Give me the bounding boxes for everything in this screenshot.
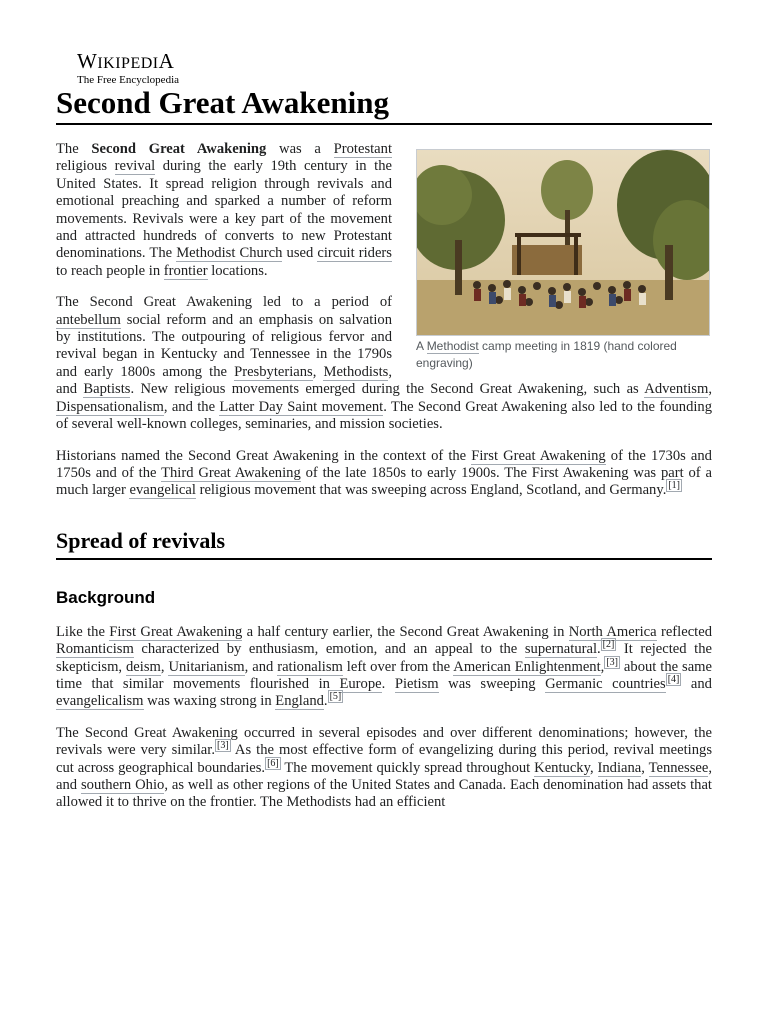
wikipedia-logo[interactable]	[77, 51, 179, 86]
camp-meeting-image[interactable]	[416, 149, 710, 336]
link-dispensationalism[interactable]: Dispensationalism	[56, 398, 164, 415]
link-baptists[interactable]: Baptists	[83, 381, 131, 398]
reference-2[interactable]: [2]	[602, 639, 615, 651]
link-pietism[interactable]: Pietism	[394, 675, 439, 692]
link-deism[interactable]: deism	[126, 658, 161, 675]
paragraph-reform: The Second Great Awakening led to a period of antebellum social reform and an emphasis on salvation by institutions. The outpouring of religious fervor and revival began in Kentucky and Tennessee in the 1790s and early 1800s among the Presbyterians, Methodists, and Baptists. New religious movements emerged during the Second Great Awakening, such as Adventism, Dispensationalism, and the Latter Day Saint movement. The Second Great Awakening also led to the founding of several well-known colleges, seminaries, and mission societies.	[56, 294, 713, 433]
bold-title-term: Second Great Awakening	[91, 141, 267, 157]
logo-tagline: The Free Encyclopedia	[77, 74, 180, 86]
link-presbyterians[interactable]: Presbyterians	[234, 363, 313, 380]
link-frontier[interactable]: frontier	[163, 262, 208, 279]
page-title: Second Great Awakening	[56, 86, 712, 125]
link-methodist-caption[interactable]: Methodist	[426, 339, 479, 353]
reference-4[interactable]: [4]	[667, 674, 680, 686]
link-latter-day-saint-movement[interactable]: Latter Day Saint movement	[219, 398, 384, 415]
link-north-america[interactable]: North America	[568, 623, 657, 640]
link-methodists[interactable]: Methodists	[323, 363, 389, 380]
link-england[interactable]: England	[275, 693, 324, 710]
link-circuit-riders[interactable]: circuit riders	[317, 245, 392, 262]
link-american-enlightenment[interactable]: American Enlightenment	[453, 658, 601, 675]
link-kentucky[interactable]: Kentucky	[534, 759, 590, 776]
link-tennessee[interactable]: Tennessee	[648, 759, 709, 776]
link-protestant[interactable]: Protestant	[333, 141, 393, 157]
link-first-great-awakening-2[interactable]: First Great Awakening	[109, 623, 243, 640]
reference-5[interactable]: [5]	[329, 691, 342, 703]
link-adventism[interactable]: Adventism	[644, 381, 709, 398]
camp-meeting-engraving-icon	[417, 150, 709, 335]
link-antebellum[interactable]: antebellum	[56, 311, 121, 328]
paragraph-background: Like the First Great Awakening a half century earlier, the Second Great Awakening in North America reflected Romanticism characterized by enthusiasm, emotion, and an appeal to the supernatural. [2] It rejected the skepticism, deism, Unitarianism, and rationalism left over from the American Enlightenment, [3] about the same time that similar movements flourished in Europe. Pietism was sweeping Germanic countries [4] and evangelicalism was waxing strong in England. [5]	[56, 623, 713, 710]
link-indiana[interactable]: Indiana	[597, 759, 642, 776]
link-germanic-countries[interactable]: Germanic countries	[545, 675, 666, 692]
link-first-great-awakening[interactable]: First Great Awakening	[471, 447, 606, 464]
link-revival[interactable]: revival	[114, 158, 156, 175]
link-evangelical[interactable]: evangelical	[129, 482, 196, 499]
paragraph-intro: The Second Great Awakening was a Protestant religious revival during the early 19th century in the United States. It spread religion through revivals and emotional preaching and sparked a number of reform movements. Revivals were a key part of the movement and attracted hundreds of converts to new Protestant denominations. The Methodist Church used circuit riders to reach people in frontier locations.	[56, 141, 393, 279]
link-romanticism[interactable]: Romanticism	[56, 641, 134, 658]
figure-caption: A Methodist camp meeting in 1819 (hand colored engraving)	[416, 339, 677, 370]
link-rationalism[interactable]: rationalism	[277, 658, 343, 675]
subsection-heading-background: Background	[56, 587, 156, 607]
link-europe[interactable]: Europe	[339, 675, 382, 692]
link-supernatural[interactable]: supernatural	[524, 641, 598, 658]
section-heading-spread-of-revivals: Spread of revivals	[56, 528, 712, 560]
paragraph-historians: Historians named the Second Great Awakening in the context of the First Great Awakening of the 1730s and 1750s and of the Third Great Awakening of the late 1850s to early 1900s. The First Awakening was part of a much larger evangelical religious movement that was sweeping across England, Scotland, and Germany. [1]	[56, 447, 712, 499]
reference-6[interactable]: [6]	[267, 757, 279, 769]
logo-wordmark: WIKIPEDIA	[77, 49, 175, 73]
reference-3[interactable]: [3]	[606, 656, 618, 668]
link-southern-ohio[interactable]: southern Ohio	[80, 776, 165, 793]
link-unitarianism[interactable]: Unitarianism	[168, 658, 245, 675]
reference-3-b[interactable]: [3]	[217, 740, 229, 752]
link-methodist-church[interactable]: Methodist Church	[176, 245, 283, 262]
link-third-great-awakening[interactable]: Third Great Awakening	[161, 464, 301, 481]
article-body	[56, 141, 712, 828]
reference-1[interactable]: [1]	[668, 480, 681, 492]
figure-camp-meeting	[416, 149, 712, 372]
link-evangelicalism[interactable]: evangelicalism	[56, 693, 144, 710]
paragraph-episodes: The Second Great Awakening occurred in several episodes and over different denominations; however, the revivals were very similar. [3] As the most effective form of evangelizing during this period, revival meetings cut across geographical boundaries. [6] The movement quickly spread throughout Kentucky, Indiana, Tennessee, and southern Ohio, as well as other regions of the United States and Canada. Each denomination had assets that allowed it to thrive on the frontier. The Methodists had an efficient	[56, 724, 712, 811]
